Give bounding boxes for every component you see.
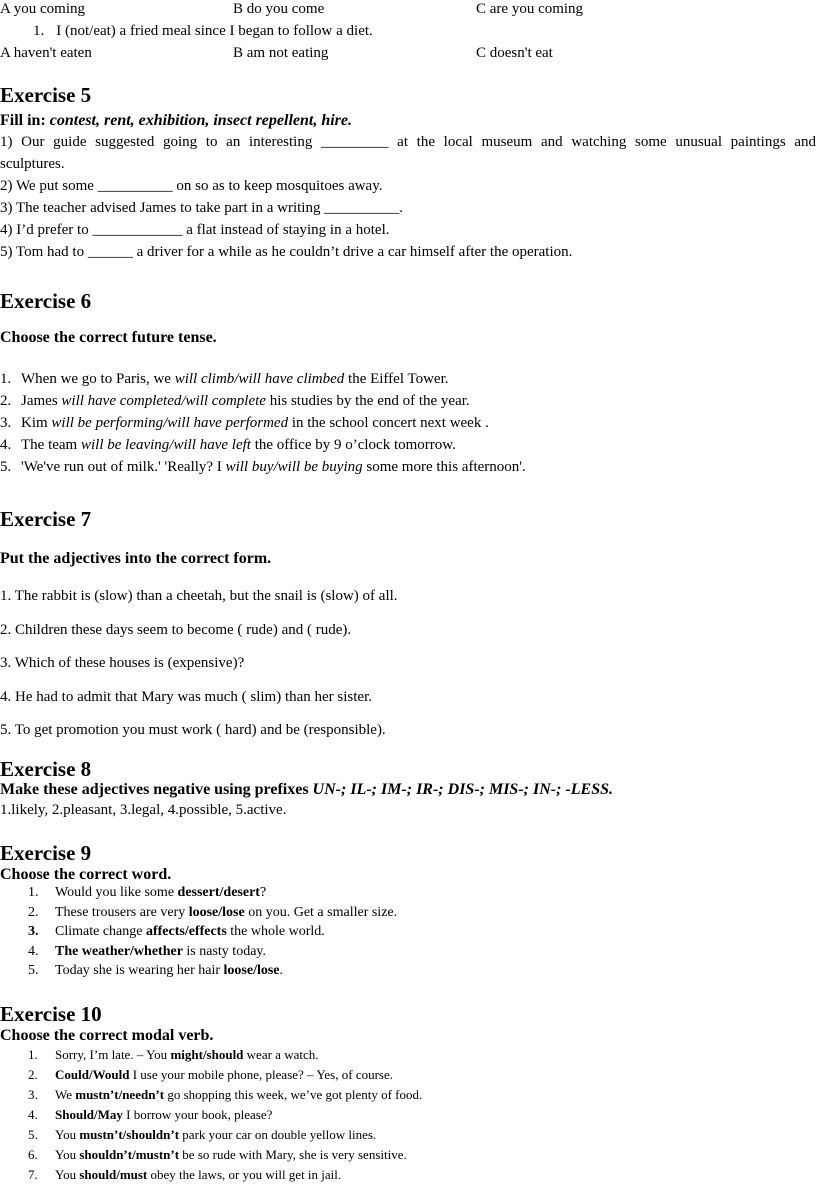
option-a: A you coming xyxy=(0,1,85,17)
option-b: B am not eating xyxy=(233,45,329,61)
item-number: 6. xyxy=(28,1147,38,1162)
instruction-label: Make these adjectives negative using prefixes xyxy=(0,781,313,798)
exercise-9-instruction: Choose the correct word. xyxy=(0,866,172,883)
prefix-list: UN-; IL-; IM-; IR-; DIS-; MIS-; IN-; -LESS. xyxy=(312,781,613,798)
item-text: We xyxy=(55,1087,76,1102)
item-text: When we go to Paris, we xyxy=(21,371,175,387)
item-text: . xyxy=(279,963,284,978)
exercise-7-title: Exercise 7 xyxy=(0,507,92,531)
ex6-item xyxy=(0,460,526,475)
item-text: Kim xyxy=(21,415,52,431)
item-number: 3. xyxy=(28,1087,38,1102)
item-text: the Eiffel Tower. xyxy=(344,371,449,387)
item-text: 'We've run out of milk.' 'Really? I xyxy=(21,459,226,475)
exercise-9-title: Exercise 9 xyxy=(0,841,92,865)
tense-choice: will climb/will have climbed xyxy=(174,371,345,387)
item-text: You xyxy=(55,1167,80,1182)
instruction-label: Fill in: xyxy=(0,112,50,129)
tense-choice: will be performing/will have performed xyxy=(51,415,289,431)
ex7-item: 5. To get promotion you must work ( hard) and be (responsible). xyxy=(0,722,386,738)
tense-choice: will be leaving/will have left xyxy=(80,437,251,453)
item-text: park your car on double yellow lines. xyxy=(179,1127,377,1142)
item-number: 1. xyxy=(28,1047,38,1062)
item-number: 3. xyxy=(0,415,12,431)
exercise-10-instruction: Choose the correct modal verb. xyxy=(0,1027,214,1044)
ex9-item xyxy=(28,945,266,959)
ex10-item xyxy=(28,1088,422,1101)
ex6-item xyxy=(0,394,470,409)
item-number: 4. xyxy=(0,437,12,453)
word-choice: loose/lose xyxy=(188,905,245,920)
option-c: C doesn't eat xyxy=(476,45,553,61)
ex5-question-5: 5) Tom had to ______ a driver for a while as he couldn’t drive a car himself after the operation. xyxy=(0,244,573,260)
exercise-6-instruction: Choose the correct future tense. xyxy=(0,329,217,346)
item-text: the whole world. xyxy=(226,924,325,939)
question-number: 1. xyxy=(33,23,45,39)
item-text: be so rude with Mary, she is very sensitive. xyxy=(179,1147,407,1162)
item-text: Sorry, I’m late. – You xyxy=(55,1047,171,1062)
ex7-item: 2. Children these days seem to become ( rude) and ( rude). xyxy=(0,622,352,638)
item-text: Would you like some xyxy=(55,885,178,900)
modal-choice: might/should xyxy=(170,1047,244,1062)
word-choice: affects/effects xyxy=(145,924,227,939)
exercise-5-instruction xyxy=(0,113,352,129)
ex9-item xyxy=(28,886,266,900)
word-bank: contest, rent, exhibition, insect repellent, hire. xyxy=(49,112,353,129)
modal-choice: mustn’t/needn’t xyxy=(75,1087,165,1102)
option-a: A haven't eaten xyxy=(0,45,92,61)
modal-choice: should/must xyxy=(79,1167,148,1182)
ex5-question-1-cont: sculptures. xyxy=(0,156,65,172)
tense-choice: will buy/will be buying xyxy=(225,459,363,475)
item-number: 3. xyxy=(28,924,39,939)
modal-choice: Could/Would xyxy=(55,1067,130,1082)
item-number: 1. xyxy=(28,885,39,900)
ex7-item: 3. Which of these houses is (expensive)? xyxy=(0,655,245,671)
ex10-item xyxy=(28,1048,319,1061)
modal-choice: mustn’t/shouldn’t xyxy=(79,1127,180,1142)
ex5-question-3: 3) The teacher advised James to take part in a writing __________. xyxy=(0,200,403,216)
word-choice: dessert/desert xyxy=(177,885,260,900)
ex9-item xyxy=(28,906,397,920)
question-text: I (not/eat) a fried meal since I began to follow a diet. xyxy=(56,23,373,39)
item-number: 7. xyxy=(28,1167,38,1182)
option-b: B do you come xyxy=(233,1,325,17)
item-text: I use your mobile phone, please? – Yes, of course. xyxy=(129,1067,393,1082)
item-text: in the school concert next week . xyxy=(288,415,489,431)
exercise-7-instruction: Put the adjectives into the correct form. xyxy=(0,550,272,567)
ex9-item xyxy=(28,925,325,939)
item-text: You xyxy=(55,1127,80,1142)
item-number: 4. xyxy=(28,1107,38,1122)
ex10-item xyxy=(28,1128,376,1141)
modal-choice: shouldn’t/mustn’t xyxy=(79,1147,180,1162)
ex7-item: 1. The rabbit is (slow) than a cheetah, but the snail is (slow) of all. xyxy=(0,588,398,604)
item-text: some more this afternoon'. xyxy=(362,459,526,475)
ex10-item xyxy=(28,1068,393,1081)
item-text: his studies by the end of the year. xyxy=(265,393,470,409)
question-1 xyxy=(33,24,373,39)
item-text: Today she is wearing her hair xyxy=(55,963,224,978)
word-choice: loose/lose xyxy=(223,963,280,978)
ex10-item xyxy=(28,1148,407,1161)
ex10-item xyxy=(28,1108,272,1121)
ex6-item xyxy=(0,438,456,453)
item-text: is nasty today. xyxy=(182,944,267,959)
item-text: obey the laws, or you will get in jail. xyxy=(147,1167,342,1182)
exercise-6-title: Exercise 6 xyxy=(0,289,92,313)
item-text: ? xyxy=(259,885,267,900)
item-text: I borrow your book, please? xyxy=(122,1107,273,1122)
ex5-question-2: 2) We put some __________ on so as to keep mosquitoes away. xyxy=(0,178,383,194)
ex9-item xyxy=(28,964,283,978)
ex6-item xyxy=(0,416,489,431)
word-choice: The weather/whether xyxy=(55,944,183,959)
exercise-10-title: Exercise 10 xyxy=(0,1002,102,1026)
item-text: the office by 9 o’clock tomorrow. xyxy=(250,437,456,453)
item-text: on you. Get a smaller size. xyxy=(244,905,398,920)
item-text: go shopping this week, we’ve got plenty of food. xyxy=(164,1087,423,1102)
exercise-8-instruction xyxy=(0,782,613,798)
ex5-question-1: 1) Our guide suggested going to an interesting _________ at the local museum and watching some unusual paintings and xyxy=(0,134,816,150)
item-number: 5. xyxy=(28,963,39,978)
answer-options-row-1 xyxy=(0,2,816,20)
item-number: 1. xyxy=(0,371,12,387)
ex6-item xyxy=(0,372,448,387)
item-number: 2. xyxy=(28,905,39,920)
item-number: 2. xyxy=(28,1067,38,1082)
item-text: wear a watch. xyxy=(243,1047,319,1062)
item-text: These trousers are very xyxy=(55,905,189,920)
option-c: C are you coming xyxy=(476,1,584,17)
ex7-item: 4. He had to admit that Mary was much ( slim) than her sister. xyxy=(0,689,373,705)
ex5-question-4: 4) I’d prefer to ____________ a flat instead of staying in a hotel. xyxy=(0,222,390,238)
item-number: 4. xyxy=(28,944,39,959)
tense-choice: will have completed/will complete xyxy=(61,393,266,409)
item-number: 5. xyxy=(28,1127,38,1142)
item-text: You xyxy=(55,1147,80,1162)
exercise-5-title: Exercise 5 xyxy=(0,83,92,107)
item-text: Climate change xyxy=(55,924,146,939)
exercise-8-title: Exercise 8 xyxy=(0,757,92,781)
ex8-word-list: 1.likely, 2.pleasant, 3.legal, 4.possible, 5.active. xyxy=(0,802,287,818)
item-number: 5. xyxy=(0,459,12,475)
answer-options-row-2 xyxy=(0,46,816,64)
modal-choice: Should/May xyxy=(55,1107,123,1122)
item-number: 2. xyxy=(0,393,12,409)
ex10-item xyxy=(28,1168,341,1181)
item-text: James xyxy=(21,393,62,409)
item-text: The team xyxy=(21,437,81,453)
